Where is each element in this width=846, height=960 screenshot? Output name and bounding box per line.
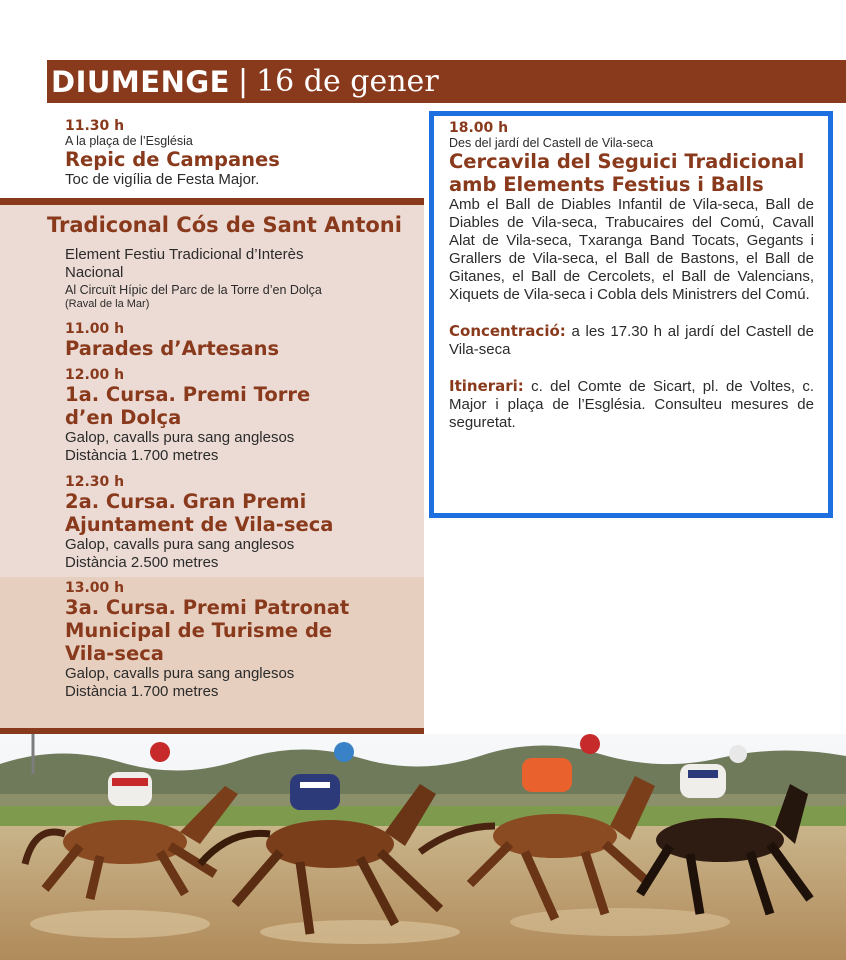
item-cursa-3 <box>65 580 415 701</box>
section-place: Al Circuït Hípic del Parc de la Torre d’en Dolça <box>65 283 322 297</box>
section-title: Tradiconal Cós de Sant Antoni <box>47 213 402 237</box>
item-line1: Galop, cavalls pura sang anglesos <box>65 536 295 553</box>
event-time: 11.30 h <box>65 118 125 134</box>
header-separator: | <box>237 64 249 99</box>
event-place: Des del jardí del Castell de Vila-seca <box>449 136 654 150</box>
section-intro: Element Festiu Tradicional d’Interès Nacional <box>65 246 304 281</box>
item-title: 3a. Cursa. Premi Patronat Municipal de Turisme de Vila-seca <box>65 596 350 665</box>
item-time: 11.00 h <box>65 321 125 337</box>
item-title: 2a. Cursa. Gran Premi Ajuntament de Vila-seca <box>65 490 334 536</box>
horse-race-photo <box>0 734 846 960</box>
horse-race-illustration <box>0 734 846 960</box>
date-label: 16 de gener <box>256 64 439 99</box>
highlighted-event-box <box>429 111 833 518</box>
item-title: Parades d’Artesans <box>65 337 280 360</box>
item-line2: Distància 1.700 metres <box>65 683 219 700</box>
concentracio-label: Concentració: <box>449 322 566 340</box>
event-description: Toc de vigília de Festa Major. <box>65 171 260 188</box>
item-time: 13.00 h <box>65 580 125 596</box>
itinerari-line <box>449 377 814 432</box>
item-parades <box>65 321 415 360</box>
divider-line <box>0 198 424 205</box>
item-cursa-2 <box>65 474 415 572</box>
item-title: 1a. Cursa. Premi Torre d’en Dolça <box>65 383 311 429</box>
item-line2: Distància 2.500 metres <box>65 554 219 571</box>
item-line2: Distància 1.700 metres <box>65 447 219 464</box>
event-place: A la plaça de l’Església <box>65 134 193 148</box>
concentracio-text: a les 17.30 h al jardí del Castell de Vila-seca <box>449 323 814 358</box>
date-header <box>47 60 846 103</box>
section-place-note: (Raval de la Mar) <box>65 298 150 310</box>
itinerari-text: c. del Comte de Sicart, pl. de Voltes, c. Major i plaça de l’Església. Consulteu mesures de seguretat. <box>449 378 814 431</box>
item-time: 12.30 h <box>65 474 125 490</box>
item-line1: Galop, cavalls pura sang anglesos <box>65 665 295 682</box>
item-cursa-1 <box>65 367 415 465</box>
item-time: 12.00 h <box>65 367 125 383</box>
event-description: Amb el Ball de Diables Infantil de Vila-seca, Ball de Diables de Vila-seca, Trabucaires del Comú, Cavall Alat de Vila-seca, Txaranga Band Tocats, Gegants i Grallers de Vila-seca, el Ball de Bastons, el Ball de Gitanes, el Ball de Cercolets, el Ball de Valencians, Xiquets de Vila-seca i Cobla dels Ministrers del Comú. <box>449 196 814 303</box>
day-label: DIUMENGE <box>51 64 230 99</box>
event-time: 18.00 h <box>449 120 509 136</box>
section-intro-block <box>65 246 415 310</box>
itinerari-label: Itinerari: <box>449 377 524 395</box>
event-title: Cercavila del Seguici Tradicional amb Elements Festius i Balls <box>449 150 805 196</box>
concentracio-line <box>449 322 814 359</box>
item-line1: Galop, cavalls pura sang anglesos <box>65 429 295 446</box>
event-repic <box>65 118 415 189</box>
event-title: Repic de Campanes <box>65 148 280 171</box>
